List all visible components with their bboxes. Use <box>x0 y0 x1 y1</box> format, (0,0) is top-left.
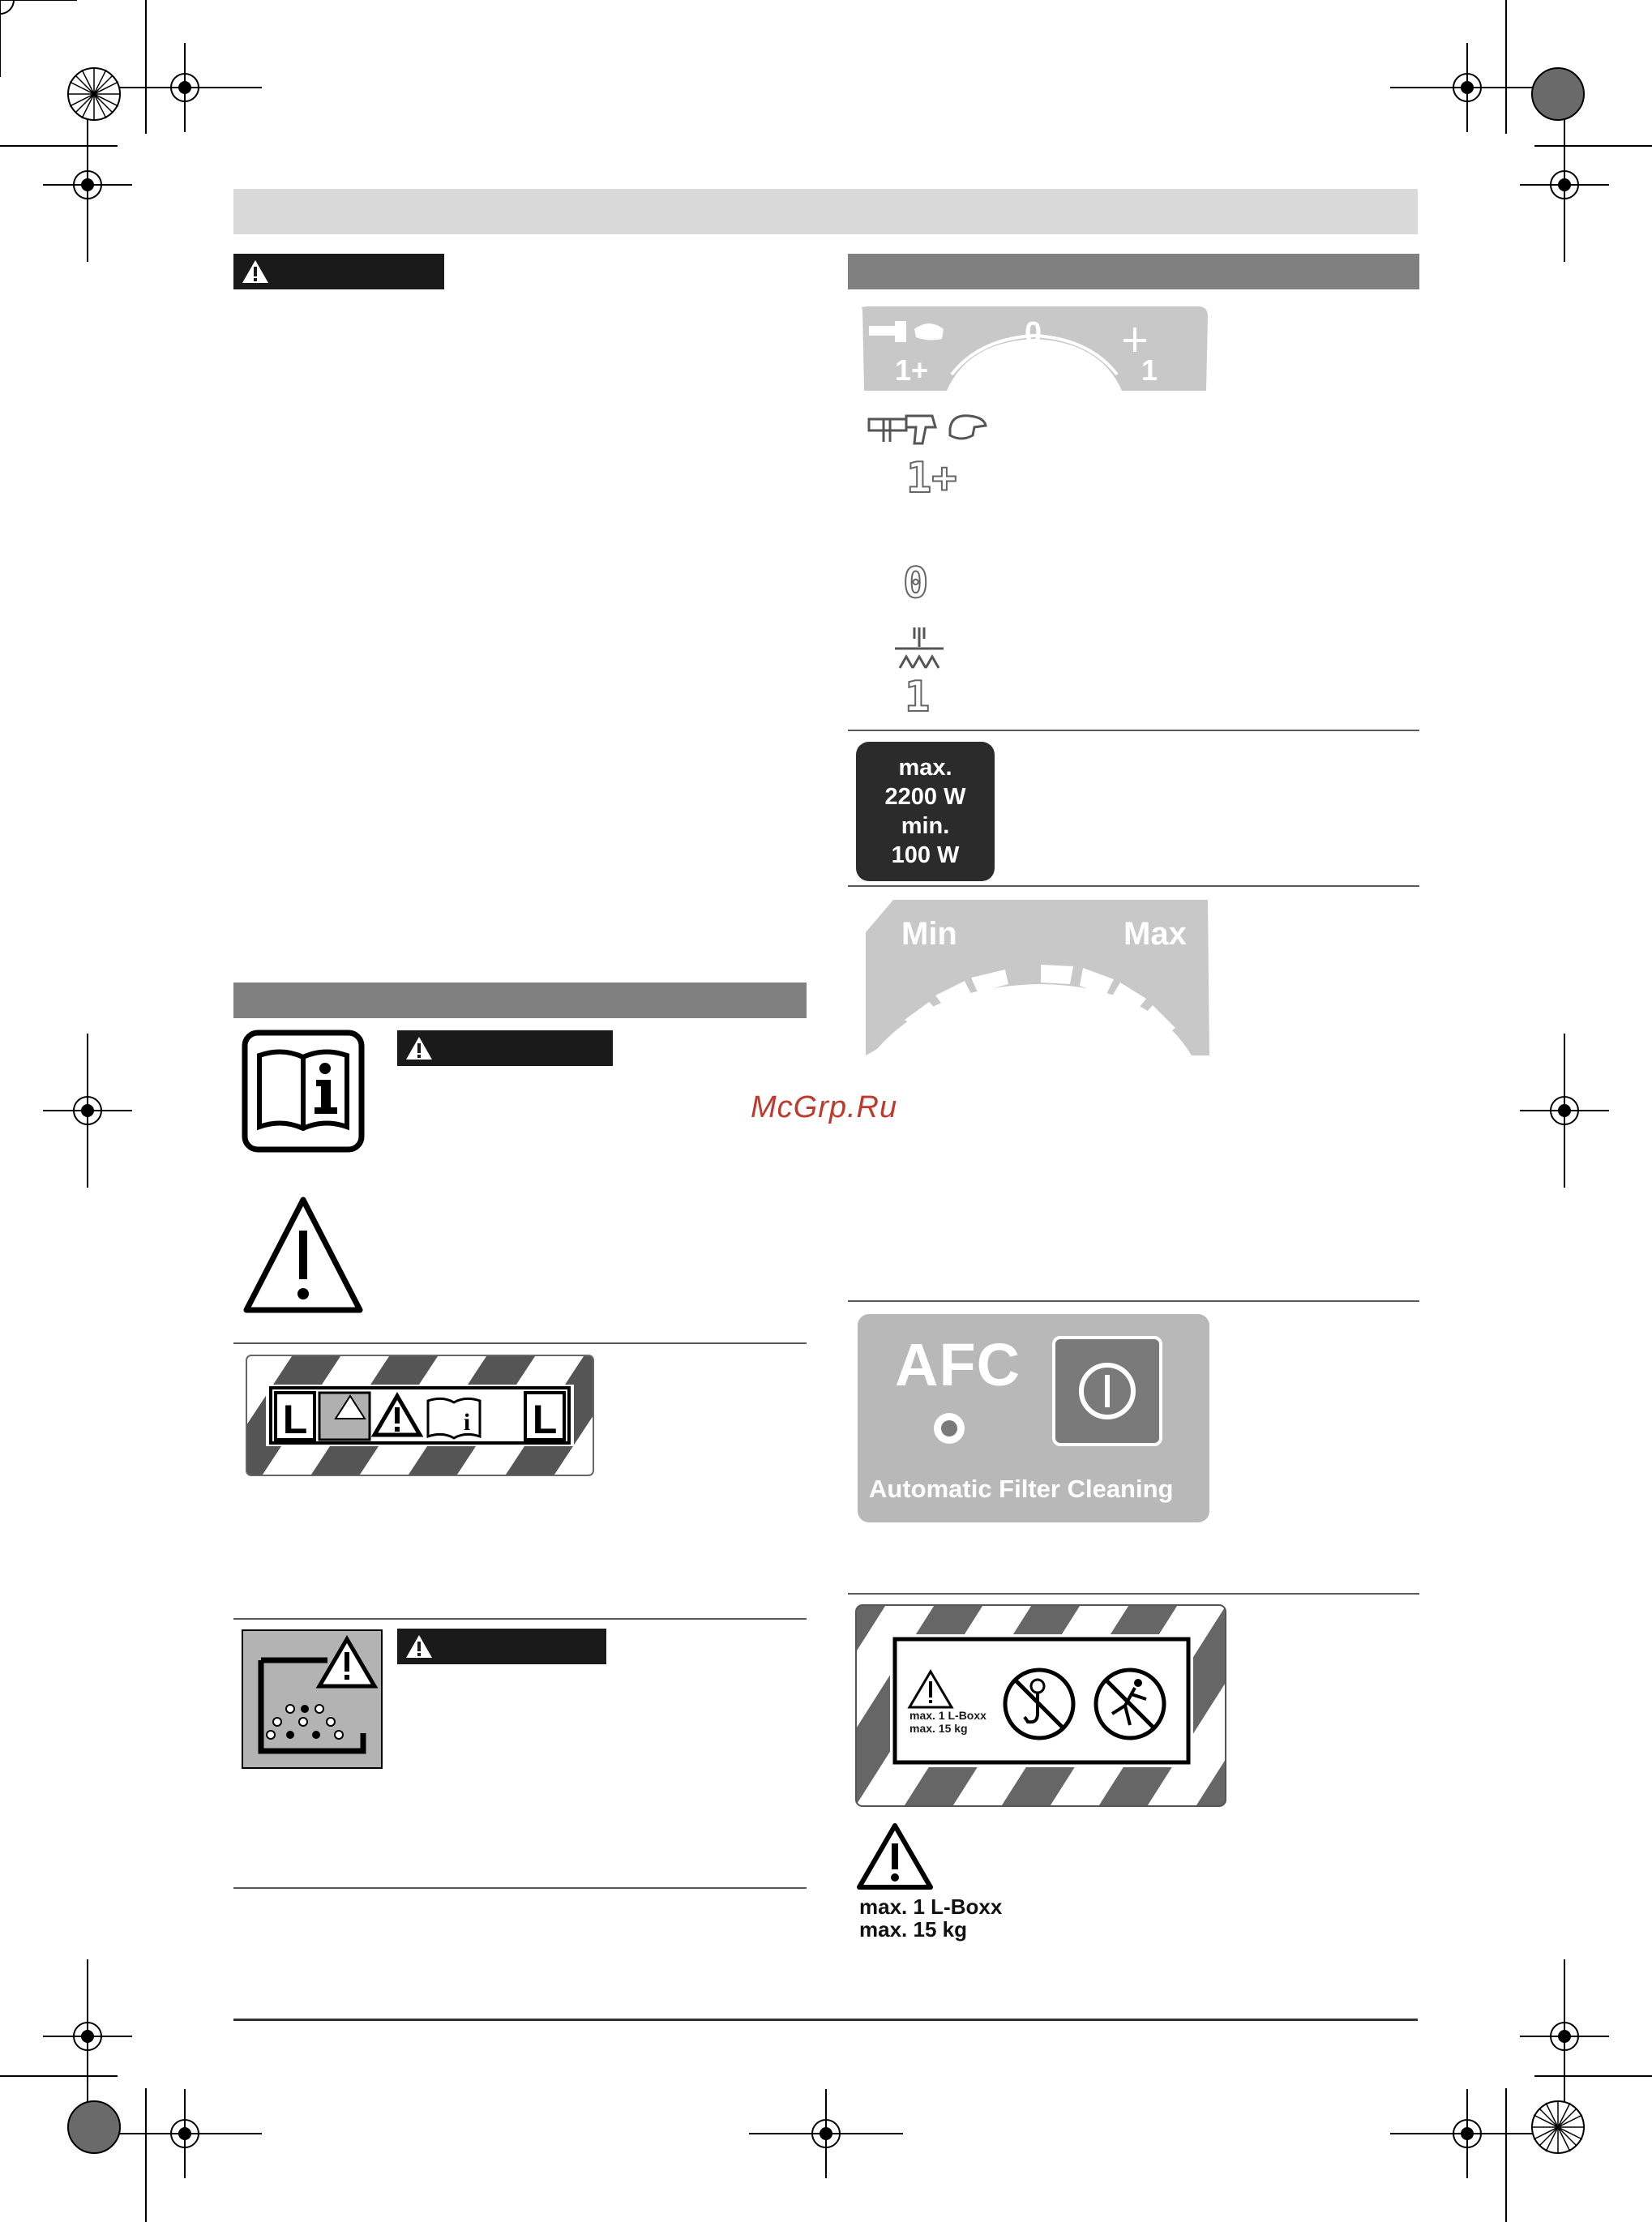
afc-control-panel <box>858 1314 1209 1522</box>
mode-symbol-off: 0 <box>903 559 929 608</box>
general-warning-icon <box>242 1193 365 1317</box>
divider <box>848 1300 1419 1302</box>
warning-icon <box>242 259 269 284</box>
warning-badge-manual <box>397 1030 613 1066</box>
power-rating-label <box>856 742 995 881</box>
load-warning-line1: max. 1 L-Boxx <box>859 1894 1003 1919</box>
power-max-label: max. <box>898 755 952 781</box>
divider <box>848 1593 1419 1595</box>
watermark: McGrp.Ru <box>751 1090 898 1124</box>
page-header-bar <box>233 189 1418 234</box>
load-warning-icon <box>856 1822 934 1890</box>
warning-badge-top <box>233 254 444 289</box>
mode-symbol-tool: 1+ <box>906 454 957 503</box>
mode-symbol-vacuum: 1 <box>905 673 931 721</box>
warning-icon <box>405 1634 433 1659</box>
dust-class-left-letter: L <box>282 1397 308 1442</box>
divider <box>233 1342 807 1344</box>
afc-indicator-led <box>934 1413 965 1444</box>
section-bar-left <box>233 983 807 1018</box>
power-min-value: 100 W <box>891 842 960 868</box>
dial-label-vacuum: 1 <box>1141 353 1158 387</box>
warning-badge-dust <box>397 1629 606 1664</box>
dust-container-icon <box>242 1629 383 1769</box>
divider <box>233 1618 807 1620</box>
suction-max-label: Max <box>1123 916 1187 952</box>
dust-class-right-letter: L <box>532 1397 558 1442</box>
load-label-line2: max. 15 kg <box>909 1722 968 1735</box>
suction-min-label: Min <box>901 916 957 952</box>
svg-text:i: i <box>463 1409 471 1436</box>
suction-power-dial <box>858 897 1209 1055</box>
load-warning-line2: max. 15 kg <box>859 1917 967 1942</box>
divider <box>233 1887 807 1889</box>
vacuum-mode-icon <box>890 624 948 673</box>
selector-dial <box>858 303 1209 391</box>
afc-power-button[interactable] <box>1052 1336 1162 1446</box>
power-tool-mode-icon <box>866 409 992 447</box>
power-max-value: 2200 W <box>884 784 966 810</box>
load-label-line1: max. 1 L-Boxx <box>909 1709 986 1722</box>
warning-icon <box>405 1036 433 1060</box>
read-manual-icon <box>242 1030 365 1153</box>
divider <box>848 730 1419 731</box>
afc-caption: Automatic Filter Cleaning <box>869 1475 1174 1503</box>
dial-label-tool: 1+ <box>895 353 929 387</box>
afc-title: AFC <box>895 1331 1021 1398</box>
section-bar-right <box>848 254 1419 289</box>
power-min-label: min. <box>901 813 950 839</box>
footer-divider <box>233 2019 1418 2021</box>
power-icon <box>1055 1339 1159 1443</box>
dial-label-off: 0 <box>1025 316 1042 350</box>
divider <box>848 885 1419 887</box>
load-warning-label <box>854 1603 1227 1808</box>
dust-class-l-label <box>245 1354 595 1477</box>
